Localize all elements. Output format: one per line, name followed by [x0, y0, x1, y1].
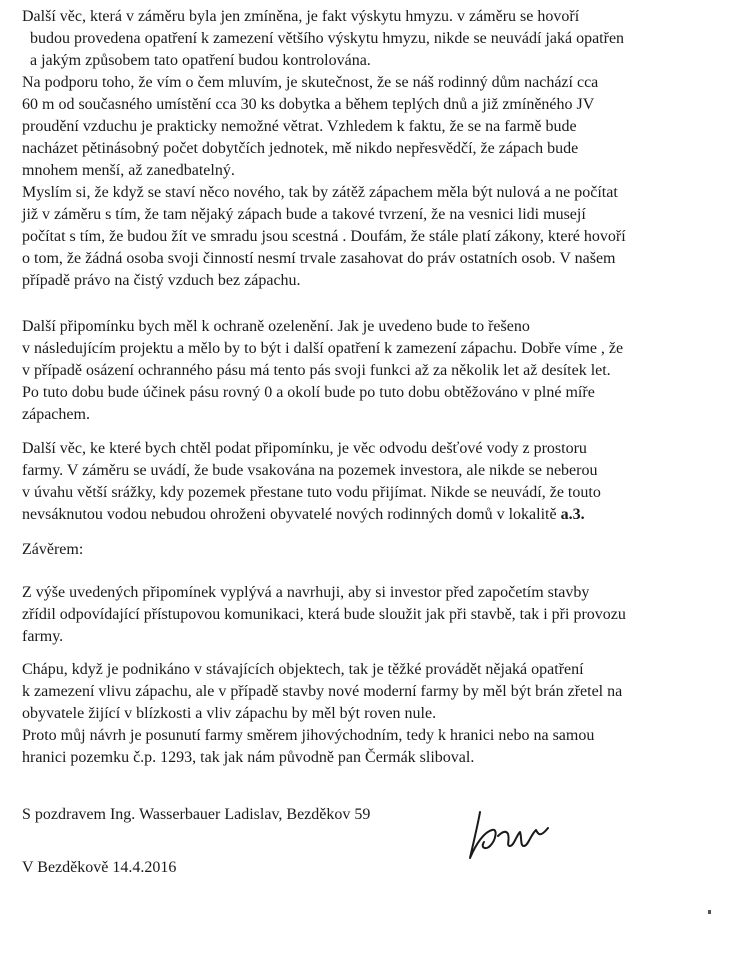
paragraph-line: Z výše uvedených připomínek vyplývá a navrhuji, aby si investor před započetím stavby — [22, 584, 590, 601]
paragraph-line: Na podporu toho, že vím o čem mluvím, je skutečnost, že se náš rodinný dům nachází cca — [22, 74, 599, 91]
paragraph-access-road — [22, 582, 727, 648]
paper-speck — [708, 910, 711, 914]
handwritten-signature — [458, 806, 553, 866]
paragraph-line: Další připomínku bych měl k ochraně ozelenění. Jak je uvedeno bude to řešeno — [22, 318, 530, 335]
paragraph-line: hranici pozemku č.p. 1293, tak jak nám původně pan Čermák sliboval. — [22, 749, 475, 766]
paragraph-line: mnohem menší, až zanedbatelný. — [22, 162, 235, 179]
paragraph-line: případě právo na čistý vzduch bez zápachu. — [22, 272, 301, 289]
place-date: V Bezděkově 14.4.2016 — [22, 859, 177, 876]
paragraph-rainwater-drainage — [22, 438, 727, 526]
paragraph-insect-occurrence — [22, 6, 727, 292]
paragraph-line: o tom, že žádná osoba svoji činností nesmí trvale zasahovat do práv ostatních osob. V našem — [22, 250, 616, 267]
paragraph-line: počítat s tím, že budou žít ve smradu jsou scestná . Doufám, že stále platí zákony, které hovoří — [22, 228, 626, 245]
paragraph-line: v případě osázení ochranného pásu má tento pás svoji funkci až za několik let až desítek let. — [22, 362, 611, 379]
paragraph-line: budou provedena opatření k zamezení většího výskytu hmyzu, nikde se neuvádí jaká opatřen — [30, 30, 625, 47]
paragraph-line: Po tuto dobu bude účinek pásu rovný 0 a okolí bude po tuto dobu obtěžováno v plné míře — [22, 384, 595, 401]
paragraph-line: 60 m od současného umístění cca 30 ks dobytka a během teplých dnů a již zmíněného JV — [22, 96, 595, 113]
paragraph-line: již v záměru s tím, že tam nějaký zápach bude a takové tvrzení, že na vesnici lidi musejí — [22, 206, 586, 223]
locality-label: a.3. — [560, 506, 585, 523]
paragraph-line: Proto můj návrh je posunutí farmy směrem jihovýchodním, tedy k hranici nebo na samou — [22, 727, 595, 744]
place-date-block — [22, 857, 727, 879]
paragraph-line: Další věc, ke které bych chtěl podat připomínku, je věc odvodu dešťové vody z prostoru — [22, 440, 587, 457]
paragraph-line: farmy. V záměru se uvádí, že bude vsakována na pozemek investora, ale nikde se neberou — [22, 462, 598, 479]
paragraph-line: zřídil odpovídající přístupovou komunikaci, která bude sloužit jak při stavbě, tak i při provozu — [22, 606, 626, 623]
paragraph-line: v následujícím projektu a mělo by to být i další opatření k zamezení zápachu. Dobře víme , že — [22, 340, 624, 357]
paragraph-line: a jakým způsobem tato opatření budou kontrolována. — [30, 52, 371, 69]
paragraph-line: obyvatele žijící v blízkosti a vliv zápachu by měl být roven nule. — [22, 705, 437, 722]
paragraph-line: farmy. — [22, 628, 64, 645]
paragraph-line-text: nevsáknutou vodou nebudou ohroženi obyvatelé nových rodinných domů v lokalitě — [22, 506, 561, 523]
greeting: S pozdravem Ing. Wasserbauer Ladislav, Bezděkov 59 — [22, 806, 371, 823]
paragraph-line: Myslím si, že když se staví něco nového, tak by zátěž zápachem měla být nulová a ne počítat — [22, 184, 618, 201]
paragraph-line: v úvahu větší srážky, kdy pozemek přestane tuto vodu přijímat. Nikde se neuvádí, že touto — [22, 484, 601, 501]
conclusion-heading-block — [22, 539, 727, 561]
paragraph-greenery-protection — [22, 316, 727, 426]
paragraph-line: nacházet pětinásobný počet dobytčích jednotek, mě nikdo nepřesvědčí, že zápach bude — [22, 140, 579, 157]
paragraph-line — [22, 504, 727, 526]
greeting-block — [22, 804, 727, 826]
conclusion-heading: Závěrem: — [22, 541, 84, 558]
paragraph-line: proudění vzduchu je prakticky nemožné větrat. Vzhledem k faktu, že se na farmě bude — [22, 118, 577, 135]
paragraph-farm-relocation — [22, 659, 727, 769]
paragraph-line: k zamezení vlivu zápachu, ale v případě stavby nové moderní farmy by měl být brán zřetel na — [22, 683, 623, 700]
paragraph-line: Další věc, která v záměru byla jen zmíněna, je fakt výskytu hmyzu. v záměru se hovoří — [22, 8, 580, 25]
paragraph-line: Chápu, když je podnikáno v stávajících objektech, tak je těžké provádět nějaká opatření — [22, 661, 584, 678]
paragraph-line: zápachem. — [22, 406, 90, 423]
